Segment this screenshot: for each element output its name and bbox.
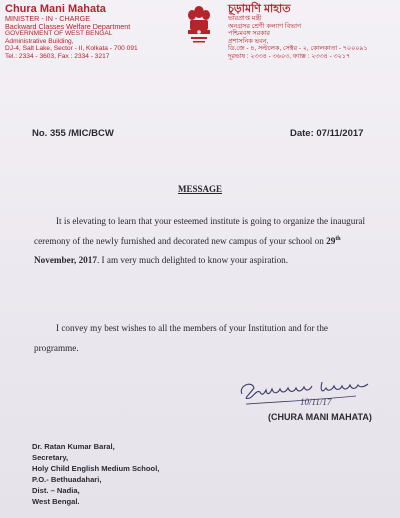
addressee-line: P.O.- Bethuadahari,: [32, 475, 102, 484]
designation-bn: ভারপ্রাপ্ত মন্ত্রী: [228, 15, 262, 22]
message-paragraph-1: [34, 212, 372, 271]
address: DJ-4, Salt Lake, Sector - II, Kolkata - 700 091: [5, 45, 138, 53]
addressee-block: [32, 441, 159, 507]
emblem-icon: [183, 4, 215, 44]
department-bn: অনগ্রসর শ্রেণী কল্যাণ বিভাগ: [228, 22, 302, 30]
minister-name: Chura Mani Mahata: [5, 3, 106, 15]
addressee-line: Dist. – Nadia,: [32, 486, 80, 495]
letter-date: Date: 07/11/2017: [290, 128, 364, 139]
address-bn: ডি.জে - ৪, সল্টলেক, সেক্টর - ২, কোলকাতা - ৭০০০৯১: [228, 45, 368, 53]
event-day-suffix: th: [335, 235, 341, 242]
event-month-year: November, 2017: [34, 255, 97, 265]
department: Backward Classes Welfare Department: [5, 21, 131, 31]
event-day: 29: [326, 235, 336, 246]
phone-bn: দূরভাষ : ২৩৩৪ - ৩৬০৩, ফ্যাক্স : ২৩৩৪ - ৩২১৭: [228, 52, 351, 60]
minister-name-bn: চূড়ামণি মাহাত: [228, 3, 291, 15]
government: GOVERNMENT OF WEST BENGAL: [5, 30, 113, 38]
para1-text: It is elevating to learn that your esteemed institute is going to organize the inaugural ceremony of the newly furnished and decorated new campus of your school on: [34, 216, 366, 246]
designation: MINISTER - IN - CHARGE: [5, 14, 91, 23]
signatory-name: (CHURA MANI MAHATA): [268, 412, 372, 422]
message-heading: MESSAGE: [177, 184, 222, 194]
addressee-line: Secretary,: [32, 453, 69, 462]
para1-text-end: . I am very much delighted to know your aspiration.: [96, 255, 289, 265]
letterhead-bengali: [228, 3, 398, 61]
building-bn: প্রশাসনিক ভবন,: [228, 37, 269, 45]
message-paragraph-2: I convey my best wishes to all the members of your Institution and for the programme.: [34, 323, 328, 353]
letterhead-english: [5, 3, 170, 61]
addressee-line: West Bengal.: [32, 497, 80, 506]
signature-date: 10/11/17: [300, 397, 332, 407]
government-bn: পশ্চিমবঙ্গ সরকার: [228, 30, 270, 38]
building: Administrative Building,: [5, 37, 74, 45]
phone: Tel.: 2334 - 3603, Fax : 2334 - 3217: [5, 52, 110, 60]
addressee-line: Dr. Ratan Kumar Baral,: [32, 442, 115, 451]
addressee-line: Holy Child English Medium School,: [32, 464, 160, 473]
reference-number: No. 355 /MIC/BCW: [32, 128, 114, 139]
